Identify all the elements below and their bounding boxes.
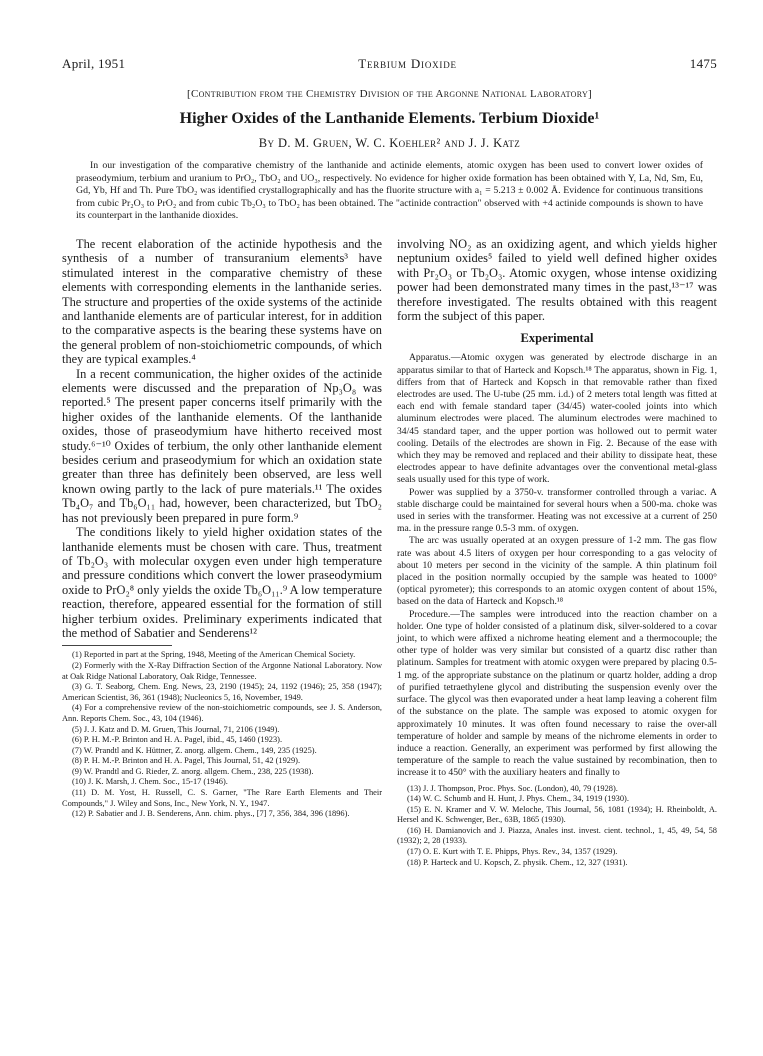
footnote: (10) J. K. Marsh, J. Chem. Soc., 15-17 (1946).: [72, 777, 228, 787]
footnote: (15) E. N. Kramer and V. W. Meloche, This Journal, 56, 1081 (1934); H. Rheinboldt, A. Hersel and K. Schwenger, Ber., 63B, 1865 (1930).: [397, 804, 717, 825]
footnotes-right: [397, 784, 717, 869]
journal-page: [62, 56, 717, 868]
intro-continued: involving NO₂ as an oxidizing agent, and which yields higher neptunium oxides⁵ failed to yield well defined higher oxides with Pr₂O₃ or Tb₂O₃. Atomic oxygen, whose intense oxidizing power had been demonstrated many times in the past,¹³⁻¹⁷ was therefore investigated. The results obtained with this reagent form the subject of this paper.: [397, 236, 717, 323]
running-head-title: Terbium Dioxide: [358, 56, 457, 71]
footnote: (1) Reported in part at the Spring, 1948, Meeting of the American Chemical Society.: [72, 650, 356, 660]
footnote-rule: [62, 645, 172, 646]
footnote: (16) H. Damianovich and J. Piazza, Anales inst. invest. cient. technol., 1, 45, 49, 54, 58 (1932); 2, 28 (1933).: [397, 825, 717, 846]
body-columns: [62, 237, 717, 868]
footnote: (7) W. Prandtl and K. Hüttner, Z. anorg. allgem. Chem., 149, 235 (1925).: [72, 745, 317, 755]
contribution-line: [Contribution from the Chemistry Division of the Argonne National Laboratory]: [187, 88, 592, 100]
footnote: (4) For a comprehensive review of the non-stoichiometric compounds, see J. S. Anderson, Ann. Reports Chem. Soc., 43, 104 (1946).: [62, 703, 382, 723]
experimental-arc: The arc was usually operated at an oxygen pressure of 1-2 mm. The gas flow rate was about 4.5 liters of oxygen per hour corresponding to a gas velocity of about 10 meters per second in the vicinity of the sample. A thin platinum foil placed in the position normally occupied by the sample was heated to 1000° (optical pyrometer); this corresponds to an atomic oxygen content of about 15%, based on the data of Harteck and Kopsch.¹⁸: [397, 535, 717, 608]
abstract-text: In our investigation of the comparative chemistry of the lanthanide and actinide elements, atomic oxygen has been used to convert lower oxides of praseodymium, terbium and uranium to PrO₂, TbO₂ and UO₃, respectively. No evidence for higher oxide formation has been obtained with Y, La, Nd, Sm, Eu, Gd, Yb, Hf and Th. Pure TbO₂ was identified crystallographically and has the fluorite structure with a₁ = 5.213 ± 0.002 Å. Evidence for continuous transitions from cubic Pr₂O₃ to PrO₂ and from cubic Tb₂O₃ to TbO₂ has been obtained. The "actinide contraction" observed with +4 actinide compounds is shown to have its counterpart in the lanthanide dioxides.: [76, 160, 703, 222]
footnote: (13) J. J. Thompson, Proc. Phys. Soc. (London), 40, 79 (1928).: [407, 783, 618, 793]
footnote: (2) Formerly with the X-Ray Diffraction Section of the Argonne National Laboratory. Now at Oak Ridge National Laboratory, Oak Ridge, Tennessee.: [62, 660, 382, 681]
intro-text: [62, 237, 382, 640]
running-head-date: April, 1951: [62, 56, 126, 71]
footnote: (17) O. E. Kurt with T. E. Phipps, Phys. Rev., 34, 1357 (1929).: [407, 847, 618, 857]
intro-paragraph-3: The conditions likely to yield higher oxidation states of the lanthanide elements must be chosen with care. Thus, treatment of Tb₂O₃ with molecular oxygen even under high temperature and pressure conditions which convert the lower praseodymium oxide to PrO₂⁸ only yields the oxide Tb₆O₁₁.⁹ A low temperature reaction, therefore, appeared essential for the formation of still higher terbium oxides. Preliminary experiments indicated that the method of Sabatier and Senderens¹²: [62, 525, 382, 640]
abstract: [62, 160, 717, 223]
right-column: [397, 237, 717, 868]
footnote: (3) G. T. Seaborg, Chem. Eng. News, 23, 2190 (1945); 24, 1192 (1946); 25, 358 (1947); American Scientist, 36, 361 (1948); Nucleonics 5, 16, November, 1949.: [62, 682, 382, 702]
footnote: (11) D. M. Yost, H. Russell, C. S. Garner, "The Rare Earth Elements and Their Compounds," J. Wiley and Sons, Inc., New York, N. Y., 1947.: [62, 788, 382, 808]
footnote: (6) P. H. M.-P. Brinton and H. A. Pagel, ibid., 45, 1460 (1923).: [72, 735, 283, 745]
experimental-apparatus: Apparatus.—Atomic oxygen was generated by electrode discharge in an apparatus similar to that of Harteck and Kopsch.¹⁸ The apparatus, shown in Fig. 1, differs from that of Harteck and Kopsch in that removable rather than fixed electrodes are used. The U-tube (25 mm. i.d.) of 2 meters total length was fitted at each end with female standard taper (34/45) water-cooled joints into which aluminum electrodes were placed. The aluminum electrodes were machined to 34/45 standard taper, and the upper portion was hollowed out to permit water cooling. Details of the electrodes are shown in Fig. 2. Because of the ease with which they may be removed and replaced and their ability to dissipate heat, these electrodes appear to have definite advantages over the conventional metal-glass seals usually used for this type of work.: [397, 352, 717, 486]
footnote: (12) P. Sabatier and J. B. Senderens, Ann. chim. phys., [7] 7, 356, 384, 396 (1896).: [72, 809, 350, 819]
right-intro: [397, 237, 717, 323]
experimental-power: Power was supplied by a 3750-v. transformer controlled through a variac. A stable discharge could be maintained for several hours when a 500-ma. choke was used in series with the transformer. Heating was not excessive at a current of 250 ma. in the pressure range 0.5-3 mm. of oxygen.: [397, 486, 717, 535]
footnotes-left: [62, 650, 382, 820]
section-heading-experimental: Experimental: [520, 331, 594, 346]
experimental-text: [397, 352, 717, 779]
page-number: 1475: [689, 56, 717, 71]
left-column: [62, 237, 382, 868]
footnote: (18) P. Harteck and U. Kopsch, Z. physik. Chem., 12, 327 (1931).: [407, 857, 628, 867]
footnote: (8) P. H. M.-P. Brinton and H. A. Pagel, This Journal, 51, 42 (1929).: [72, 756, 301, 766]
article-title: Higher Oxides of the Lanthanide Elements. Terbium Dioxide¹: [179, 110, 600, 127]
author-line: By D. M. Gruen, W. C. Koehler² and J. J. Katz: [258, 136, 521, 150]
running-head: [62, 56, 717, 72]
footnote: (9) W. Prandtl and G. Rieder, Z. anorg. allgem. Chem., 238, 225 (1938).: [72, 766, 314, 776]
intro-paragraph-1: The recent elaboration of the actinide hypothesis and the synthesis of a number of transuranium elements³ have stimulated interest in the comparative chemistry of these elements with corresponding elements in the lanthanide series. The structure and properties of the oxide systems of the actinide and lanthanide elements are of particular interest, for in addition to the comparative aspects is the bearing these systems have on the general problem of non-stoichiometric compounds, of which they are typical examples.⁴: [62, 236, 382, 367]
footnote: (14) W. C. Schumb and H. Hunt, J. Phys. Chem., 34, 1919 (1930).: [407, 794, 629, 804]
experimental-procedure: Procedure.—The samples were introduced into the reaction chamber on a holder. One type of holder consisted of a platinum disk, silver-soldered to a covar joint, to which were affixed a nichrome heating element and a thermocouple; the other type of holder was very similar but consisted of a quartz disc rather than platinum. Samples for treatment with atomic oxygen were prepared by placing 0.5-1 mg. of the appropriate substance on the platinum or quartz holder, adding a drop of purified tetraethylene glycol and distributing the suspension evenly over the surface. The glycol was then evaporated under a heat lamp leaving a coherent film of the substance on the plate. The sample was exposed to atomic oxygen for approximately 10 minutes. It was often found necessary to raise the over-all temperature of holder and sample by means of the nichrome elements in order to induce a reaction. Generally, an experiment was performed by first allowing the temperature of the sample to reach the value sustained by recombination, then to increase it to 450° with the auxiliary heaters and finally to: [397, 608, 717, 779]
footnote: (5) J. J. Katz and D. M. Gruen, This Journal, 71, 2106 (1949).: [72, 724, 280, 734]
intro-paragraph-2: In a recent communication, the higher oxides of the actinide elements were discussed and the preparation of Np₃O₈ was reported.⁵ The present paper concerns itself primarily with the higher oxides of the lanthanide elements. Of the lanthanide oxides, those of praseodymium have hitherto received most study.⁶⁻¹⁰ Oxides of terbium, the only other lanthanide element besides cerium and praseodymium for which an oxidation state greater than three has definitely been observed, are less well known owing partly to the lack of pure materials.¹¹ The oxides Tb₄O₇ and Tb₆O₁₁ had, however, been characterized, but TbO₂ has not previously been prepared in pure form.⁹: [62, 366, 382, 525]
